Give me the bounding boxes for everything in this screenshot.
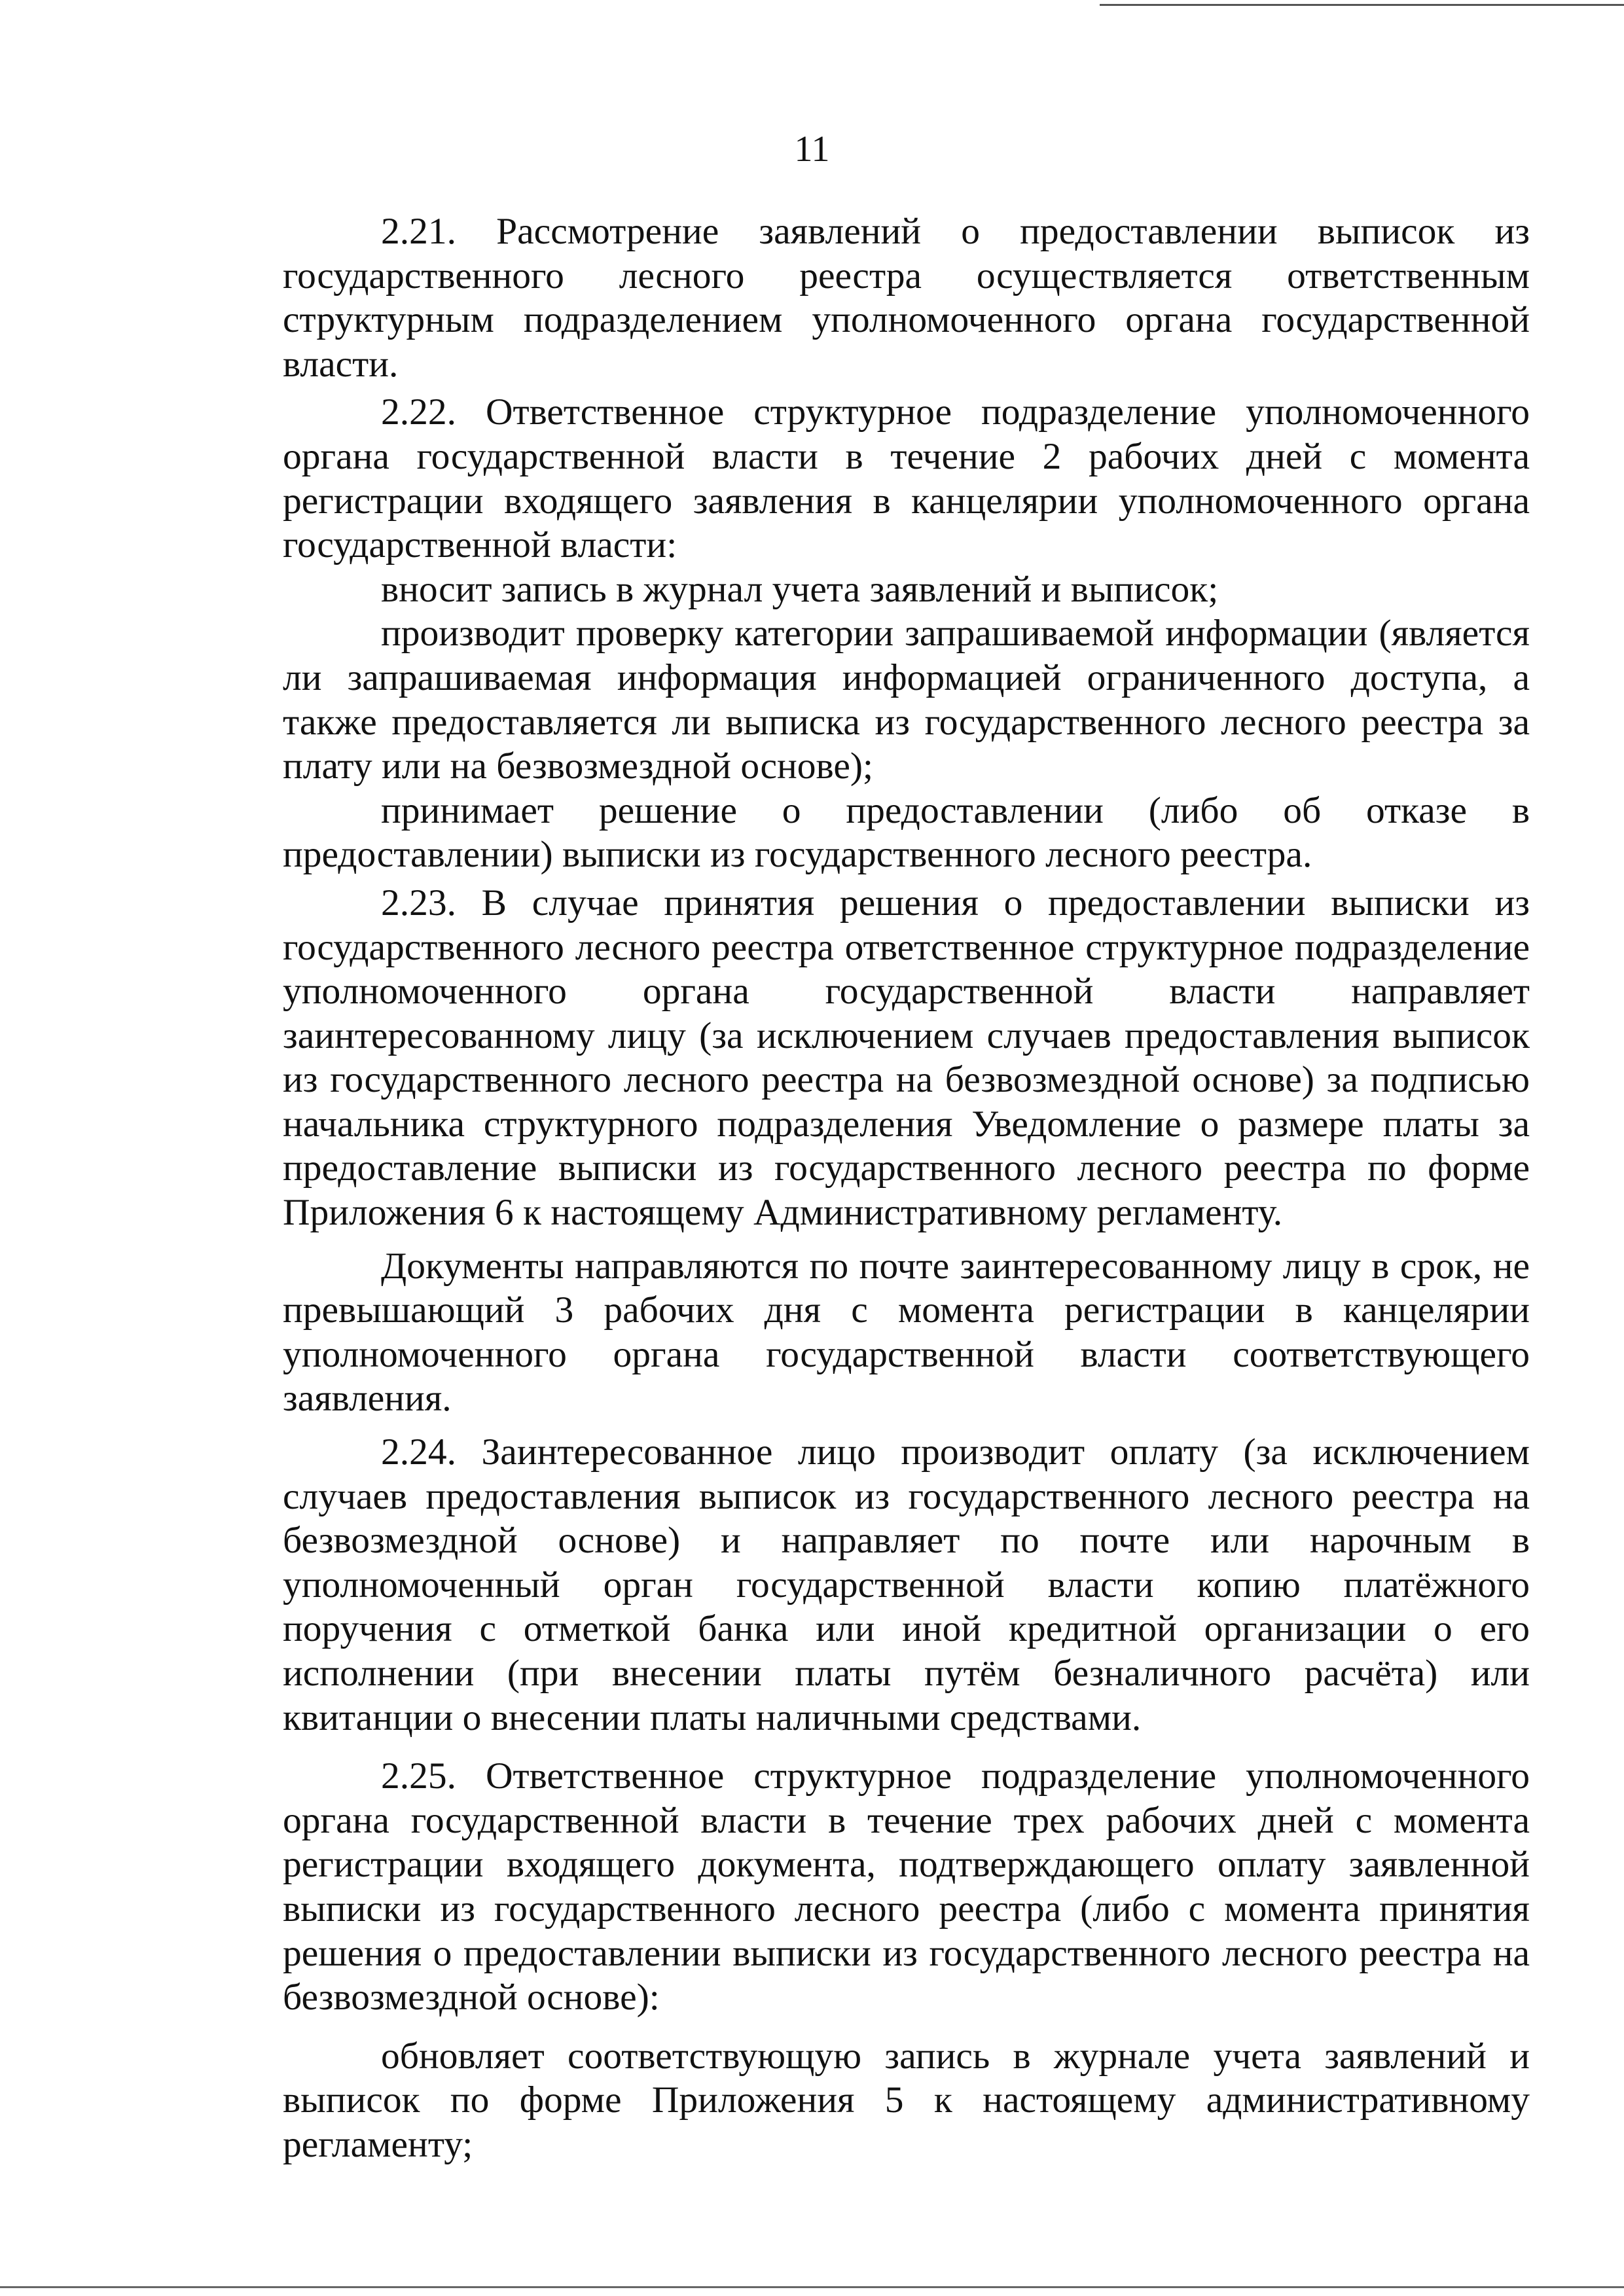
scan-border-line-top <box>1100 4 1624 6</box>
paragraph-2-23-documents: Документы направляются по почте заинтересованному лицу в срок, не превышающий 3 рабочих дня с момента регистрации в канцелярии уполномоченного органа государственной власти соответствующего заявления. <box>283 1245 1530 1420</box>
paragraph-2-22-item-1: вносит запись в журнал учета заявлений и выписок; <box>381 568 1219 610</box>
paragraph-2-22-item-2: производит проверку категории запрашиваемой информации (является ли запрашиваемая информация информацией ограниченного доступа, а также предоставляется ли выписка из государственного лесного реестра за плату или на безвозмездной основе); <box>283 613 1530 787</box>
document-body <box>283 209 1530 2167</box>
paragraph-2-23: 2.23. В случае принятия решения о предоставлении выписки из государственного лесного реестра ответственное структурное подразделение уполномоченного органа государственной власти направляет заинтересованному лицу (за исключением случаев предоставления выписок из государственного лесного реестра на безвозмездной основе) за подписью начальника структурного подразделения Уведомление о размере платы за предоставление выписки из государственного лесного реестра по форме Приложения 6 к настоящему Административному регламенту. <box>283 882 1530 1234</box>
paragraph-2-25: 2.25. Ответственное структурное подразделение уполномоченного органа государственной власти в течение трех рабочих дней с момента регистрации входящего документа, подтверждающего оплату заявленной выписки из государственного лесного реестра (либо с момента принятия решения о предоставлении выписки из государственного лесного реестра на безвозмездной основе): <box>283 1755 1530 2018</box>
paragraph-2-21: 2.21. Рассмотрение заявлений о предоставлении выписок из государственного лесного реестра осуществляется ответственным структурным подразделением уполномоченного органа государственной власти. <box>283 211 1530 385</box>
paragraph-2-22: 2.22. Ответственное структурное подразделение уполномоченного органа государственной власти в течение 2 рабочих дней с момента регистрации входящего заявления в канцелярии уполномоченного органа государственной власти: <box>283 391 1530 566</box>
paragraph-2-22-item-3: принимает решение о предоставлении (либо об отказе в предоставлении) выписки из государственного лесного реестра. <box>283 789 1530 876</box>
page-number: 11 <box>794 129 830 170</box>
scan-border-line-bottom <box>0 2286 1624 2288</box>
paragraph-2-25-item-1: обновляет соответствующую запись в журнале учета заявлений и выписок по форме Приложения 5 к настоящему административному регламенту; <box>283 2035 1530 2165</box>
paragraph-2-24: 2.24. Заинтересованное лицо производит оплату (за исключением случаев предоставления выписок из государственного лесного реестра на безвозмездной основе) и направляет по почте или нарочным в уполномоченный орган государственной власти копию платёжного поручения с отметкой банка или иной кредитной организации о его исполнении (при внесении платы путём безналичного расчёта) или квитанции о внесении платы наличными средствами. <box>283 1431 1530 1738</box>
